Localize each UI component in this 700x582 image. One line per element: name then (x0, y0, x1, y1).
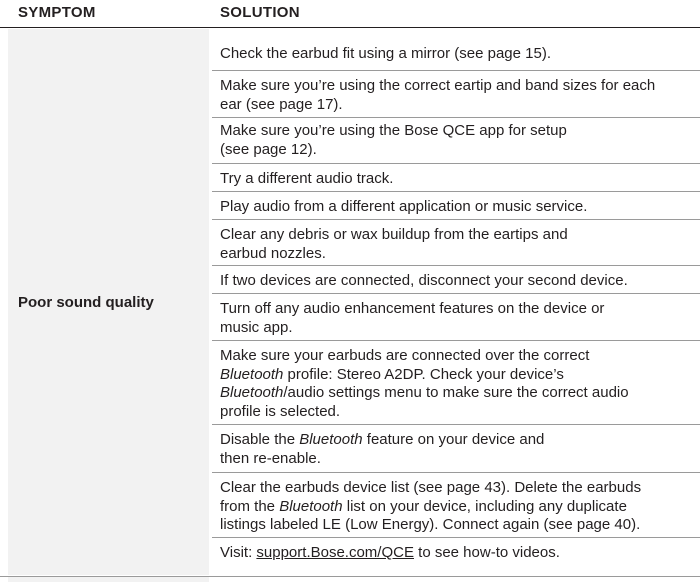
solution-text: from the (220, 497, 280, 515)
solution-line (220, 141, 317, 159)
solution-text: profile is selected. (220, 402, 341, 420)
solution-text: Make sure you’re using the Bose QCE app for setup (220, 122, 567, 139)
solution-text: Disable the (220, 431, 300, 448)
solution-text: Check the earbud fit using a mirror (see page 15). (220, 45, 552, 62)
solution-line (220, 479, 641, 497)
row-divider (212, 70, 700, 71)
solution-line (220, 403, 340, 421)
row-divider (212, 163, 700, 164)
row-divider (212, 265, 700, 266)
next-row-symptom-cell (8, 577, 209, 582)
row-divider (212, 340, 700, 341)
symptom-label: Poor sound quality (18, 294, 154, 311)
solution-line (220, 226, 568, 244)
table-header (0, 0, 700, 28)
solution-line (220, 498, 627, 516)
solution-text: then re-enable. (220, 449, 321, 467)
solution-text: music app. (220, 318, 293, 336)
row-divider (212, 424, 700, 425)
solution-line (220, 245, 326, 263)
bluetooth-term: Bluetooth (299, 431, 363, 448)
row-divider (212, 293, 700, 294)
support-link[interactable]: support.Bose.com/QCE (256, 544, 414, 561)
row-divider (212, 472, 700, 473)
solution-text: /audio settings menu to make sure the correct audio (283, 384, 629, 401)
solution-line (220, 198, 587, 216)
solution-line (220, 300, 604, 318)
solution-line (220, 170, 393, 188)
solution-text: feature on your device and (362, 431, 545, 448)
solution-text: Clear the earbuds device list (see page 43). Delete the earbuds (220, 479, 642, 496)
solution-line (220, 450, 321, 468)
solution-text: to see how-to videos. (413, 544, 560, 561)
solution-text: Try a different audio track. (220, 170, 394, 187)
solution-text: If two devices are connected, disconnect your second device. (220, 272, 628, 289)
row-divider (212, 117, 700, 118)
solution-line (220, 544, 560, 562)
solution-text: (see page 12). (220, 140, 317, 158)
row-divider (212, 191, 700, 192)
bluetooth-term: Bluetooth (279, 497, 343, 515)
solution-line (220, 384, 629, 402)
solution-text: listings labeled LE (Low Energy). Connect again (see page 40). (220, 516, 641, 533)
solution-line (220, 122, 567, 140)
solution-line (220, 96, 343, 114)
solution-line (220, 45, 551, 63)
solution-line (220, 77, 655, 95)
solution-text: list on your device, including any duplicate (342, 497, 627, 515)
solution-line (220, 347, 589, 365)
solution-text: profile: Stereo A2DP. Check your device’s (283, 365, 564, 383)
solution-text: Visit: (220, 544, 257, 561)
solution-column-header: SOLUTION (220, 4, 300, 21)
solution-text: Make sure your earbuds are connected over the correct (220, 347, 590, 364)
solution-text: ear (see page 17). (220, 95, 343, 113)
bluetooth-term: Bluetooth (220, 384, 284, 401)
solution-text: Clear any debris or wax buildup from the eartips and (220, 226, 568, 243)
solution-line (220, 272, 628, 290)
symptom-column-header: SYMPTOM (18, 4, 96, 21)
bluetooth-term: Bluetooth (220, 365, 284, 383)
solution-line (220, 366, 564, 384)
solution-line (220, 319, 293, 337)
solution-text: Turn off any audio enhancement features on the device or (220, 300, 605, 317)
row-divider (212, 219, 700, 220)
solution-line (220, 516, 640, 534)
solution-text: Make sure you’re using the correct eartip and band sizes for each (220, 77, 656, 94)
solution-line (220, 431, 544, 449)
row-divider (212, 537, 700, 538)
solution-text: Play audio from a different application or music service. (220, 198, 588, 215)
solution-text: earbud nozzles. (220, 244, 326, 262)
